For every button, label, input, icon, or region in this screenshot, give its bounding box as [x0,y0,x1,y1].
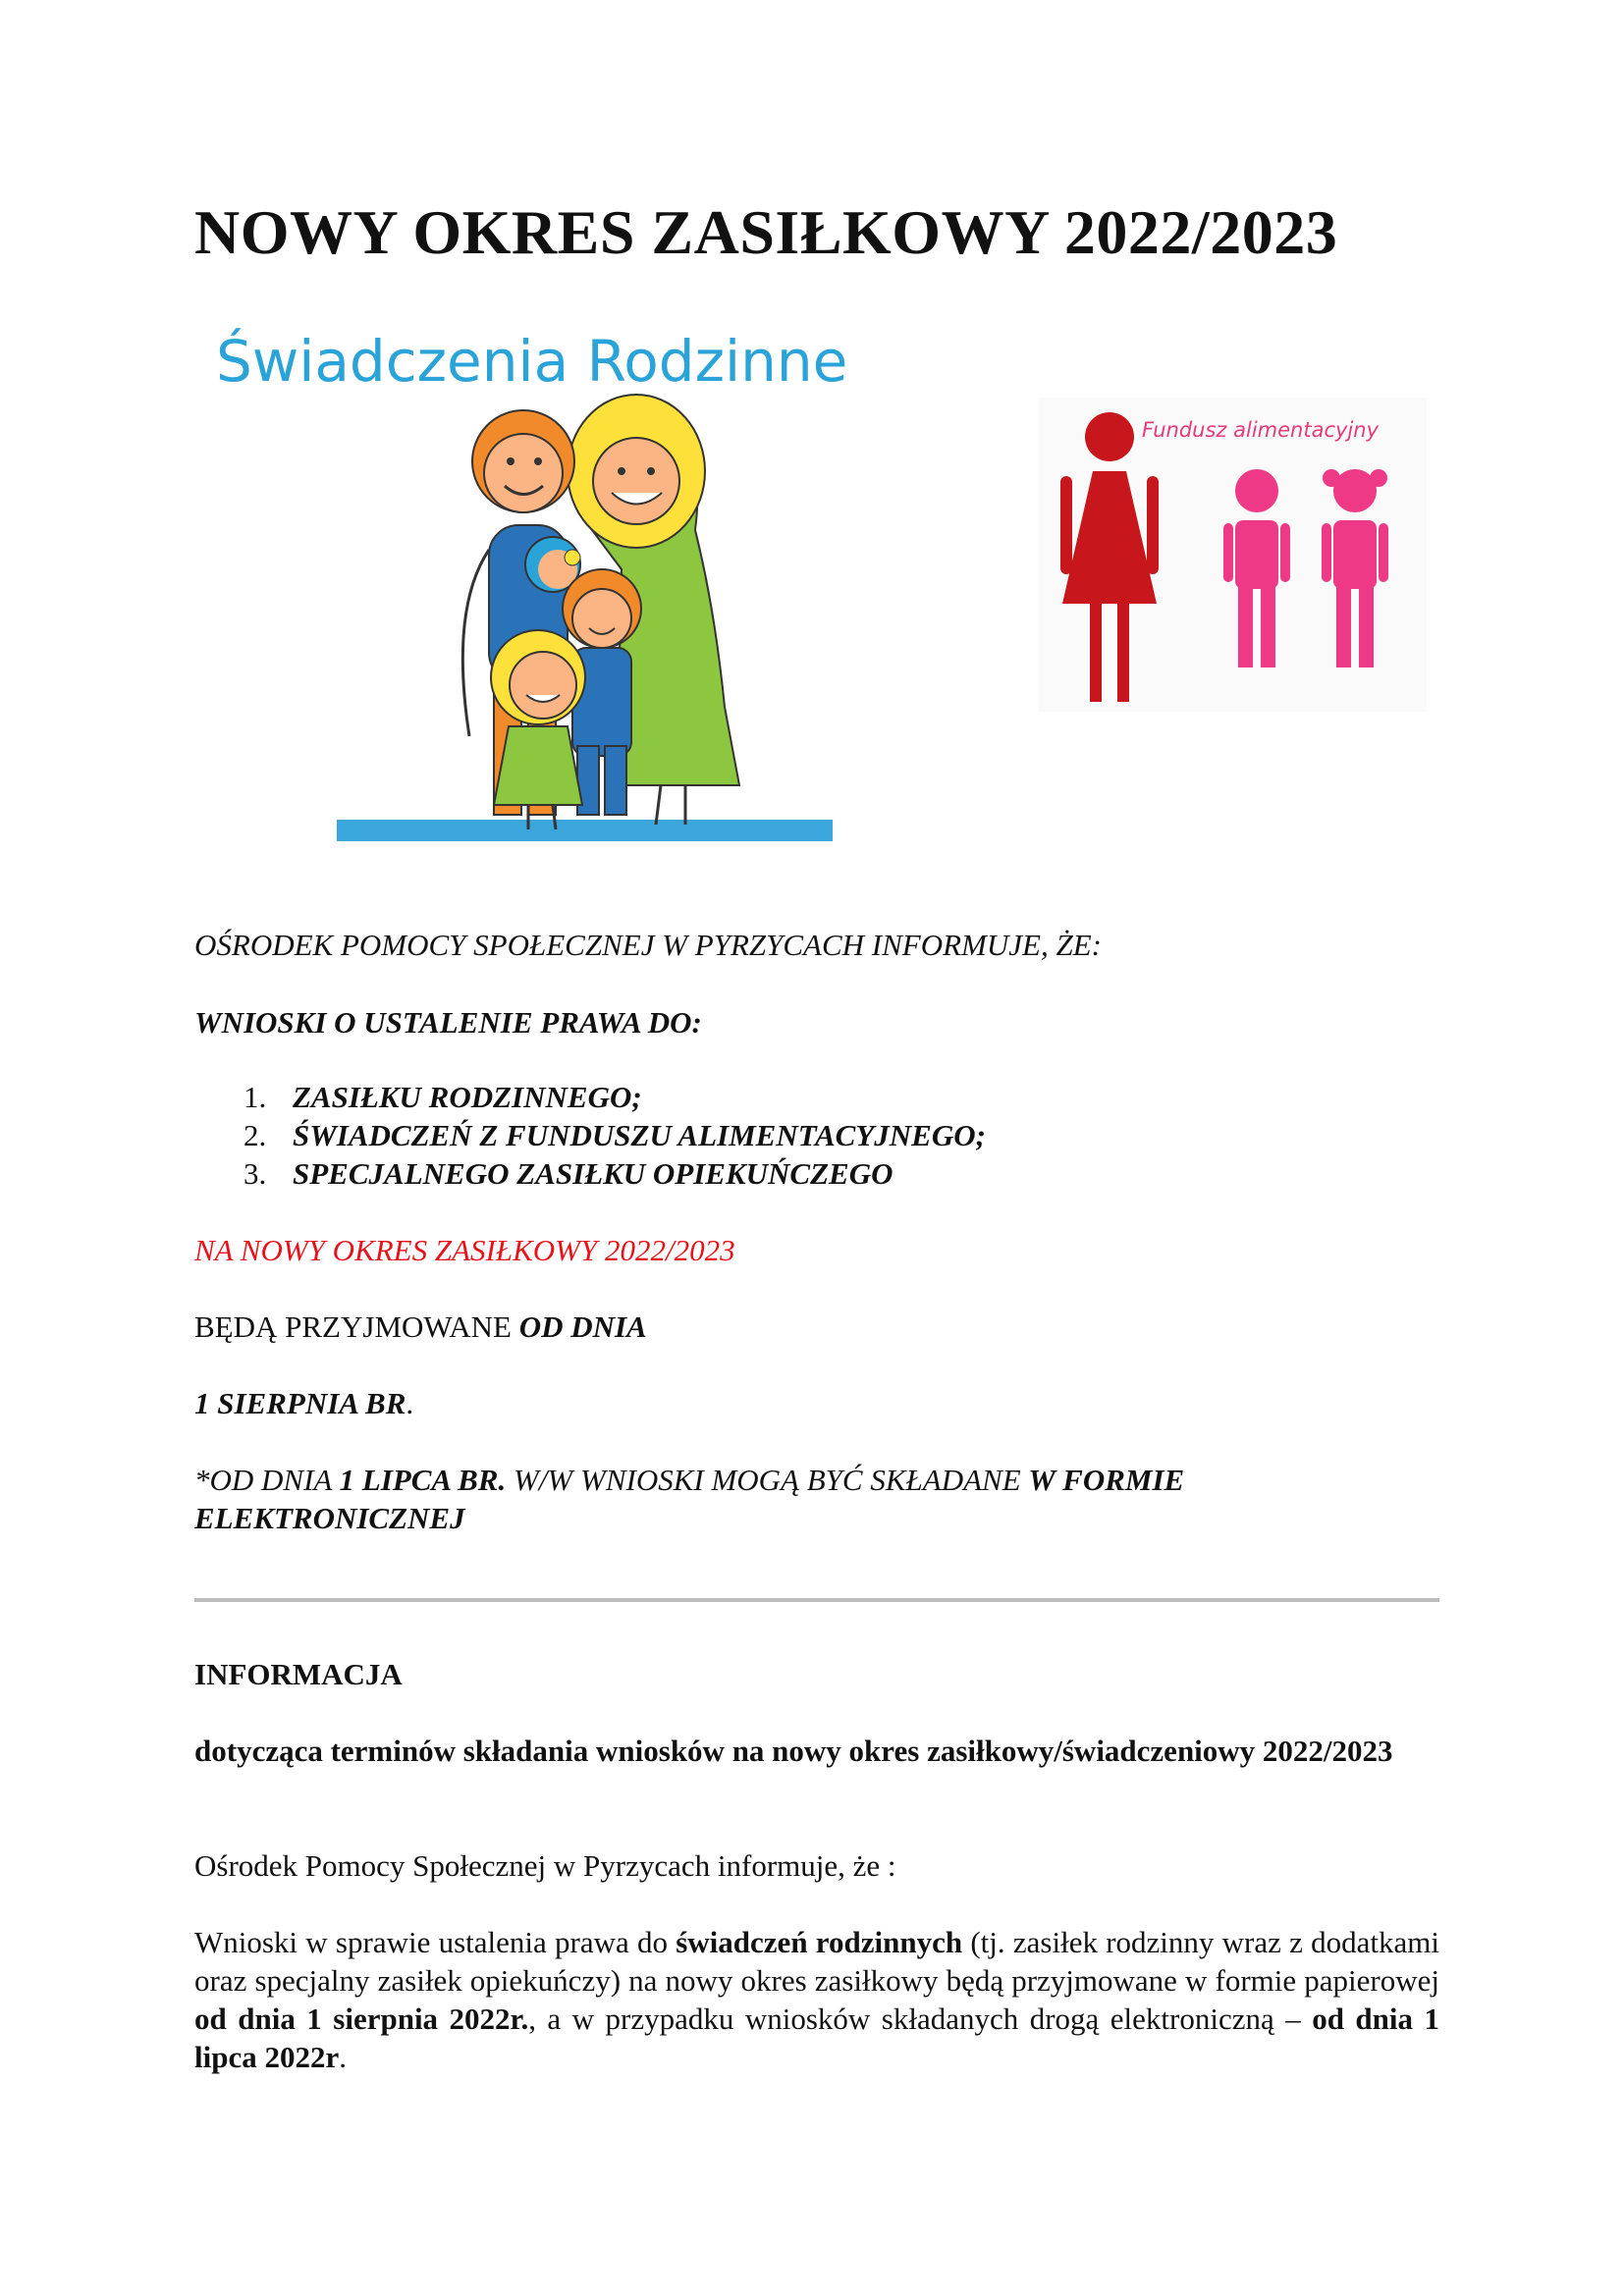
floor-bar [337,820,833,841]
list-item: 2. ŚWIADCZEŃ Z FUNDUSZU ALIMENTACYJNEGO; [244,1118,986,1152]
info-subheading: dotycząca terminów składania wniosków na nowy okres zasiłkowy/świadczeniowy 2022/2023 [194,1734,1393,1768]
alimony-fund-illustration [1039,398,1427,712]
list-item: 1. ZASIŁKU RODZINNEGO; [244,1080,642,1114]
child-figure-1 [1235,469,1278,512]
applications-heading: WNIOSKI O USTALENIE PRAWA DO: [194,1005,702,1040]
period-notice: NA NOWY OKRES ZASIŁKOWY 2022/2023 [194,1233,735,1267]
info-intro: Ośrodek Pomocy Społecznej w Pyrzycach informuje, że : [194,1848,896,1883]
info-paragraph: Wnioski w sprawie ustalenia prawa do świadczeń rodzinnych (tj. zasiłek rodzinny wraz z dodatkami oraz specjalny zasiłek opiekuńczy) na nowy okres zasiłkowy będą przyjmowane w formie papierowej od dnia 1 sierpnia 2022r., a w przypadku wniosków składanych drogą elektroniczną – od dnia 1 lipca 2022r. [194,1925,1439,2074]
page-title: NOWY OKRES ZASIŁKOWY 2022/2023 [194,197,1338,267]
start-date-line: 1 SIERPNIA BR. [194,1386,414,1420]
family-illustration-caption: Świadczenia Rodzinne [216,328,848,395]
accepted-from-line: BĘDĄ PRZYJMOWANE OD DNIA [194,1309,647,1344]
electronic-submission-note: *OD DNIA 1 LIPCA BR. W/W WNIOSKI MOGĄ BYĆ SKŁADANE W FORMIE ELEKTRONICZNEJ [194,1463,1185,1535]
benefits-list [194,1078,986,1193]
section-divider [194,1598,1439,1602]
woman-figure [1085,412,1134,461]
intro-text: OŚRODEK POMOCY SPOŁECZNEJ W PYRZYCACH INFORMUJE, ŻE: [194,928,1102,962]
family-illustration [204,314,931,864]
info-heading: INFORMACJA [194,1657,403,1691]
alimony-fund-caption: Fundusz alimentacyjny [1142,418,1379,442]
list-item: 3. SPECJALNEGO ZASIŁKU OPIEKUŃCZEGO [244,1156,893,1191]
